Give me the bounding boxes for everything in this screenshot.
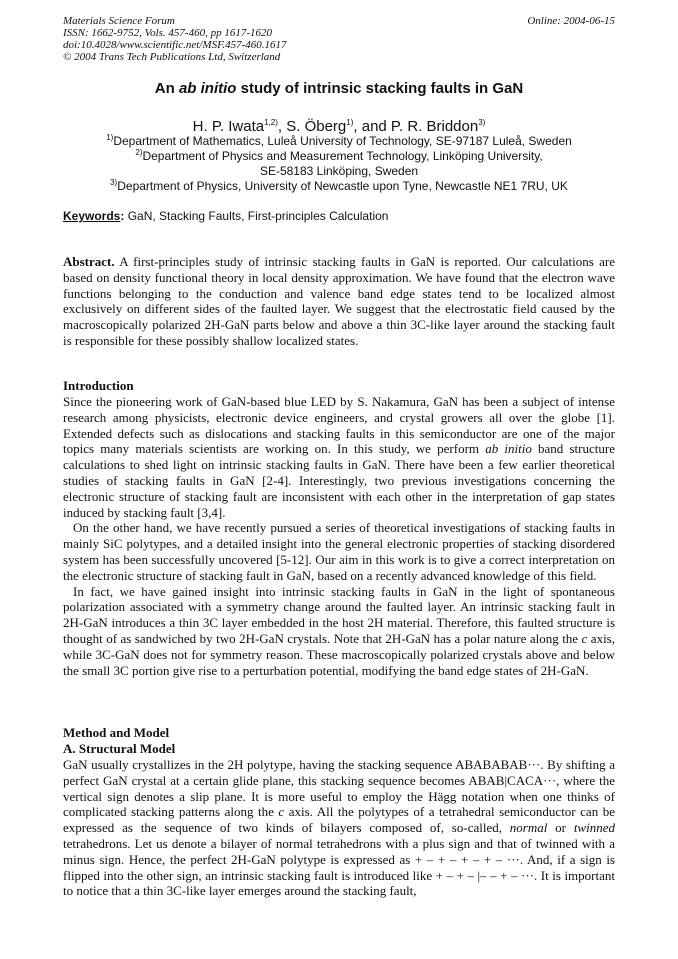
method-paragraph-1 (63, 757, 615, 899)
journal-copyright: © 2004 Trans Tech Publications Ltd, Switzerland (63, 51, 281, 63)
journal-issn: ISSN: 1662-9752, Vols. 457-460, pp 1617-1620 (63, 27, 272, 39)
title-italic: ab initio (178, 80, 237, 97)
author-briddon: , and P. R. Briddon (353, 118, 479, 135)
author-iwata-affil: 1,2) (264, 118, 278, 127)
method-p1-text-c: or (547, 820, 574, 836)
abstract-text: A first-principles study of intrinsic stacking faults in GaN is reported. Our calculations are based on density functional theory in local density approximation. We have found that the electron wave functions belonging to the conduction and valence band edge states tend to be localized almost exclusively on different sides of the faulted layer. We suggest that the electrostatic field caused by the macroscopically polarized 2H-GaN parts below and above a thin 3C-like layer around the stacking fault is responsible for these possibly shallow localized states. (63, 254, 615, 348)
paper-title (0, 80, 678, 97)
affiliation-1 (60, 134, 618, 149)
structural-model-subheading: A. Structural Model (63, 741, 176, 756)
affiliation-3-text: Department of Physics, University of Newcastle upon Tyne, Newcastle NE1 7RU, UK (117, 179, 568, 193)
abstract (63, 254, 615, 349)
introduction-section (63, 378, 615, 678)
affiliation-2-cont: SE-58183 Linköping, Sweden (259, 164, 419, 178)
keywords-label: Keywords (63, 209, 121, 223)
author-iwata: H. P. Iwata (192, 118, 265, 135)
affiliation-1-text: Department of Mathematics, Luleå University of Technology, SE-97187 Luleå, Sweden (113, 134, 572, 148)
method-p1-italic-c: c (278, 804, 285, 820)
online-date: Online: 2004-06-15 (527, 15, 615, 27)
affiliation-2 (60, 149, 618, 164)
keywords-text: GaN, Stacking Faults, First-principles Calculation (124, 209, 389, 223)
method-p1-text-a: GaN usually crystallizes in the 2H polytype, having the stacking sequence ABABABAB···. By shifting a perfect GaN crystal at a certain glide plane, this stacking sequence becomes ABAB|CACA···, where the vertical sign denotes a slip plane. It is more useful to employ the Hägg notation when one thinks of complicated stacking patterns along the (63, 757, 615, 820)
method-p1-italic-normal: normal (509, 820, 548, 836)
intro-paragraph-3 (63, 584, 615, 679)
journal-doi: doi:10.4028/www.scientific.net/MSF.457-460.1617 (63, 39, 287, 51)
author-oberg-affil: 1) (346, 118, 354, 127)
method-p1-text-d: tetrahedrons. Let us denote a bilayer of normal tetrahedrons with a plus sign and that of twinned with a minus sign. Hence, the perfect 2H-GaN polytype is expressed as + – + – + – + – ···. And, if a sign is flipped into the other sign, an intrinsic stacking fault is introduced like + – + – |– – + – ···. It is important to notice that a thin 3C-like layer emerges around the stacking fault, (63, 835, 615, 899)
intro-p1-text-b: band structure calculations to shed light on intrinsic stacking faults in GaN. There have been a few earlier theoretical studies of stacking faults in GaN [2-4]. Interestingly, two previous investigations concerning the electronic structure of stacking fault are inconsistent with each other in the interpretation of gap states induced by stacking fault [3,4]. (63, 441, 615, 520)
affiliation-2-text: Department of Physics and Measurement Technology, Linköping University, (142, 149, 543, 163)
method-p1-italic-twinned: twinned (573, 820, 615, 836)
abstract-label: Abstract. (63, 254, 115, 269)
introduction-heading: Introduction (63, 378, 134, 393)
author-oberg: , S. Öberg (277, 118, 347, 135)
intro-p3-italic: c (581, 630, 588, 646)
intro-p1-text-a: Since the pioneering work of GaN-based blue LED by S. Nakamura, GaN has been a subject of intense research among physicists, electronic device engineers, and crystal growers all over the globe [1]. Extended defects such as dislocations and stacking faults in this semiconductor are one of the major topics many materials scientists are working on. In this study, we perform (63, 394, 615, 457)
affiliations (60, 134, 618, 194)
intro-p3-text-b: axis, while 3C-GaN does not for symmetry reason. These macroscopically polarized crystals above and below the small 3C portion give rise to a perturbation potential, modifying the band edge states of 2H-GaN. (63, 630, 615, 678)
keywords-colon: : (120, 209, 125, 223)
intro-paragraph-2: On the other hand, we have recently pursued a series of theoretical investigations of stacking faults in mainly SiC polytypes, and a detailed insight into the general electronic properties of stacking disordered system has been successfully uncovered [5-12]. Our aim in this work is to give a correct interpretation on the electronic structure of stacking fault in GaN, based on a recently advanced knowledge of this field. (63, 520, 615, 583)
affiliation-1-mark: 1) (106, 133, 114, 142)
method-heading: Method and Model (63, 725, 170, 740)
title-suffix: study of intrinsic stacking faults in GaN (236, 80, 524, 97)
author-list (0, 118, 678, 135)
intro-p1-italic: ab initio (485, 441, 532, 457)
keywords-line (63, 209, 615, 223)
affiliation-3-mark: 3) (110, 178, 118, 187)
intro-p3-text-a: In fact, we have gained insight into intrinsic stacking faults in GaN in the light of spontaneous polarization associated with a symmetry change around the faulted layer. An intrinsic stacking fault in 2H-GaN introduces a thin 3C layer embedded in the host 2H material. Therefore, this faulted structure is thought of as sandwiched by two 2H-GaN crystals. Note that 2H-GaN has a polar nature along the (63, 583, 615, 646)
method-section (63, 725, 615, 899)
title-prefix: An (154, 80, 179, 97)
journal-name: Materials Science Forum (63, 15, 175, 27)
author-briddon-affil: 3) (478, 118, 486, 127)
affiliation-2-mark: 2) (135, 148, 143, 157)
journal-header (63, 15, 615, 63)
affiliation-3 (60, 179, 618, 194)
intro-paragraph-1 (63, 394, 615, 520)
method-p1-text-b: axis. All the polytypes of a tetrahedral semiconductor can be expressed as the sequence of two kinds of bilayers composed of, so-called, (63, 804, 615, 836)
